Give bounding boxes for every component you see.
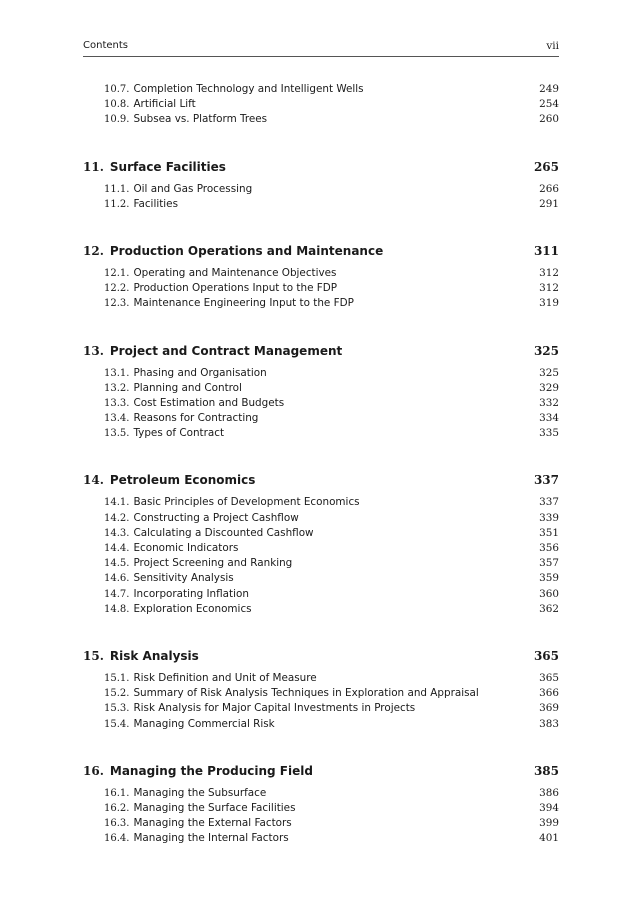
chapter-spacer <box>83 732 559 762</box>
toc-chapter-number: 16. <box>83 763 104 778</box>
toc-entry-number: 12.1. <box>104 267 130 279</box>
toc-entry[interactable] <box>83 511 559 526</box>
toc-entry-page: 260 <box>539 113 559 126</box>
toc-chapter-page: 265 <box>533 159 559 174</box>
toc-chapter-number: 14. <box>83 473 104 488</box>
toc-entry[interactable] <box>83 541 559 556</box>
toc-entry-number: 16.1. <box>104 787 130 799</box>
toc-entry-number: 13.3. <box>104 397 130 409</box>
toc-entry-page: 249 <box>539 83 559 95</box>
toc-entry[interactable] <box>83 296 559 311</box>
running-header <box>83 40 559 57</box>
toc-entry-title: Basic Principles of Development Economics <box>133 496 360 509</box>
toc-entry-page: 365 <box>539 671 559 684</box>
toc-entry-page: 312 <box>539 282 559 295</box>
toc-entry-number: 14.8. <box>104 603 130 615</box>
toc-entry-title: Artificial Lift <box>133 98 196 111</box>
toc-entry[interactable] <box>83 197 559 212</box>
toc-entry[interactable] <box>83 426 559 441</box>
toc-entry[interactable] <box>83 831 559 846</box>
toc-chapter-heading[interactable] <box>83 158 559 176</box>
toc-entry-number: 13.5. <box>104 428 130 440</box>
toc-chapter-title: Project and Contract Management <box>109 343 343 358</box>
toc-entry-page: 329 <box>539 381 559 394</box>
toc-entry[interactable] <box>83 717 559 732</box>
toc-entry[interactable] <box>83 396 559 411</box>
chapter-spacer <box>83 441 559 471</box>
toc-entry[interactable] <box>83 686 559 701</box>
toc-chapter-heading[interactable] <box>83 242 559 260</box>
toc-entry-number: 11.2. <box>104 198 130 210</box>
toc-entry-title: Phasing and Organisation <box>133 366 267 379</box>
toc-entry-title: Subsea vs. Platform Trees <box>133 113 268 126</box>
toc-entry-page: 366 <box>539 687 559 700</box>
toc-entry-title: Maintenance Engineering Input to the FDP <box>133 297 354 310</box>
toc-chapter-title: Petroleum Economics <box>109 473 256 488</box>
toc-entry-page: 334 <box>539 412 559 425</box>
toc-entry-title: Operating and Maintenance Objectives <box>133 266 337 279</box>
toc-entry-page: 356 <box>539 542 559 554</box>
toc-chapter-page: 311 <box>533 243 559 258</box>
toc-entry-title: Completion Technology and Intelligent Wells <box>133 83 364 95</box>
toc-entry-page: 351 <box>539 526 559 539</box>
toc-entry-number: 14.5. <box>104 558 130 570</box>
toc-entry-page: 319 <box>539 297 559 310</box>
toc-entry-title: Project Screening and Ranking <box>133 557 293 570</box>
toc-entry-page: 254 <box>539 98 559 111</box>
toc-entry[interactable] <box>83 526 559 541</box>
toc-entry-title: Managing the Internal Factors <box>133 832 289 845</box>
toc-entry-number: 15.4. <box>104 718 130 730</box>
toc-entry-title: Oil and Gas Processing <box>133 182 253 195</box>
toc-entry-number: 16.3. <box>104 818 130 830</box>
toc-entry-title: Reasons for Contracting <box>133 412 259 425</box>
toc-entry[interactable] <box>83 97 559 112</box>
toc-entry-page: 383 <box>539 717 559 730</box>
toc-chapter-title: Risk Analysis <box>109 648 199 663</box>
toc-entry-number: 10.9. <box>104 114 130 126</box>
toc-entry-title: Summary of Risk Analysis Techniques in Exploration and Appraisal <box>133 687 479 700</box>
toc-entry-page: 360 <box>539 587 559 600</box>
toc-entry-title: Sensitivity Analysis <box>133 572 234 585</box>
toc-entry[interactable] <box>83 786 559 801</box>
chapter-spacer <box>83 617 559 647</box>
toc-chapter-number: 15. <box>83 648 104 663</box>
toc-chapter-number: 13. <box>83 343 104 358</box>
toc-entry-page: 362 <box>539 602 559 615</box>
toc-chapter-title: Production Operations and Maintenance <box>109 243 384 258</box>
toc-entry-number: 14.3. <box>104 527 130 539</box>
toc-entry[interactable] <box>83 182 559 197</box>
toc-entry-page: 401 <box>539 832 559 845</box>
toc-entry[interactable] <box>83 266 559 281</box>
toc-entry-number: 14.4. <box>104 543 130 554</box>
toc-entry-title: Constructing a Project Cashflow <box>133 511 299 524</box>
toc-entry-number: 13.4. <box>104 413 130 425</box>
toc-entry-page: 291 <box>539 197 559 210</box>
toc-entry-number: 10.7. <box>104 84 130 95</box>
toc-entry-title: Exploration Economics <box>133 602 252 615</box>
toc-entry-number: 14.7. <box>104 588 130 600</box>
toc-chapter-number: 12. <box>83 243 104 258</box>
toc-entry-title: Managing the Surface Facilities <box>133 801 296 814</box>
toc-entry-title: Economic Indicators <box>133 542 239 554</box>
toc-entry-page: 332 <box>539 396 559 409</box>
toc-entry-number: 10.8. <box>104 99 130 111</box>
toc-entry-page: 339 <box>539 511 559 524</box>
toc-entry-page: 369 <box>539 702 559 715</box>
toc-entry[interactable] <box>83 82 559 97</box>
toc-entry[interactable] <box>83 816 559 831</box>
toc-entry-number: 16.2. <box>104 802 130 814</box>
toc-chapter-heading[interactable] <box>83 647 559 665</box>
toc-chapter-page: 337 <box>533 473 559 488</box>
toc-entry[interactable] <box>83 671 559 686</box>
toc-chapter-page: 385 <box>533 763 559 778</box>
toc-entry[interactable] <box>83 281 559 296</box>
toc-entry-page: 337 <box>539 496 559 509</box>
toc-chapter-heading[interactable] <box>83 342 559 360</box>
toc-entry-page: 399 <box>539 817 559 830</box>
toc-entry[interactable] <box>83 381 559 396</box>
toc-entry[interactable] <box>83 801 559 816</box>
toc-entry-title: Managing Commercial Risk <box>133 717 275 730</box>
toc-entry-page: 325 <box>539 366 559 379</box>
toc-entry-title: Types of Contract <box>133 427 225 440</box>
toc-entry[interactable] <box>83 602 559 617</box>
toc-entry-page: 266 <box>539 182 559 195</box>
toc-entry-number: 14.1. <box>104 497 130 509</box>
toc-entry-number: 14.2. <box>104 512 130 524</box>
toc-entry[interactable] <box>83 587 559 602</box>
toc-chapter-title: Managing the Producing Field <box>109 763 313 778</box>
toc-entry-title: Incorporating Inflation <box>133 587 249 600</box>
toc-entry-number: 12.2. <box>104 283 130 295</box>
toc-entry[interactable] <box>83 411 559 426</box>
toc-entry-number: 13.2. <box>104 382 130 394</box>
toc-entry-page: 359 <box>539 572 559 585</box>
toc-entry-number: 12.3. <box>104 298 130 310</box>
toc-entry-number: 15.3. <box>104 703 130 715</box>
toc-entry-number: 11.1. <box>104 183 130 195</box>
toc-entry[interactable] <box>83 366 559 381</box>
toc-entry-number: 13.1. <box>104 367 130 379</box>
chapter-spacer <box>83 212 559 242</box>
chapter-spacer <box>83 312 559 342</box>
toc-chapter-heading[interactable] <box>83 471 559 489</box>
toc-entry-page: 357 <box>539 557 559 570</box>
table-of-contents <box>83 82 559 846</box>
toc-entry[interactable] <box>83 495 559 510</box>
toc-entry-title: Planning and Control <box>133 381 242 394</box>
toc-chapter-heading[interactable] <box>83 762 559 780</box>
toc-chapter-page: 365 <box>533 648 559 663</box>
toc-entry-title: Facilities <box>133 197 178 210</box>
toc-entry[interactable] <box>83 701 559 716</box>
toc-chapter-title: Surface Facilities <box>109 159 226 174</box>
toc-entry-title: Managing the External Factors <box>133 817 292 830</box>
header-page-number: vii <box>546 40 559 52</box>
header-section-title: Contents <box>83 40 128 51</box>
toc-entry-page: 394 <box>539 801 559 814</box>
toc-entry-number: 14.6. <box>104 573 130 585</box>
toc-entry[interactable] <box>83 571 559 586</box>
toc-entry-title: Managing the Subsurface <box>133 786 267 799</box>
chapter-spacer <box>83 128 559 158</box>
toc-entry-title: Production Operations Input to the FDP <box>133 282 338 295</box>
toc-entry[interactable] <box>83 556 559 571</box>
toc-entry-number: 15.2. <box>104 688 130 700</box>
toc-chapter-number: 11. <box>83 159 104 174</box>
toc-entry[interactable] <box>83 112 559 127</box>
toc-entry-title: Risk Analysis for Major Capital Investments in Projects <box>133 702 416 715</box>
toc-entry-number: 15.1. <box>104 672 130 684</box>
toc-entry-title: Calculating a Discounted Cashflow <box>133 526 314 539</box>
toc-entry-number: 16.4. <box>104 833 130 845</box>
toc-entry-title: Risk Definition and Unit of Measure <box>133 671 317 684</box>
toc-chapter-page: 325 <box>533 343 559 358</box>
toc-entry-page: 312 <box>539 266 559 279</box>
toc-entry-page: 335 <box>539 427 559 440</box>
toc-entry-page: 386 <box>539 786 559 799</box>
toc-entry-title: Cost Estimation and Budgets <box>133 396 285 409</box>
